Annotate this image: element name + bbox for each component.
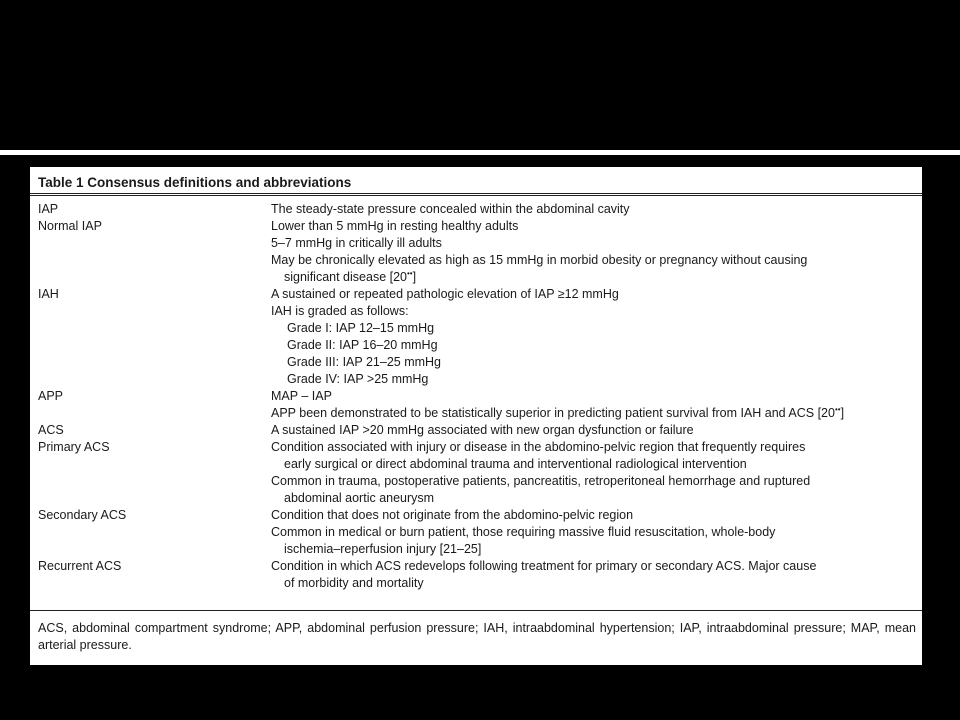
table-row: [30, 439, 922, 507]
reference-superscript: ••: [407, 268, 413, 278]
definition-paragraph: [271, 439, 917, 473]
table-row: [30, 558, 922, 592]
definition-line: [271, 405, 917, 422]
table-footnote: ACS, abdominal compartment syndrome; APP, abdominal perfusion pressure; IAH, intraabdominal hypertension; IAP, intraabdominal pressure; MAP, mean arterial pressure.: [38, 621, 916, 652]
table-bottom-rule: [30, 610, 922, 611]
definition-text: APP been demonstrated to be statistically superior in predicting patient survival from IAH and ACS [20: [271, 406, 835, 420]
definition-continuation: abdominal aortic aneurysm: [284, 491, 435, 505]
grade-line: Grade IV: IAP >25 mmHg: [287, 372, 429, 386]
definition-cell: [271, 388, 917, 422]
reference-close: ]: [412, 270, 417, 284]
definition-line: Condition in which ACS redevelops following treatment for primary or secondary ACS. Major cause: [271, 559, 817, 573]
definition-line: IAH is graded as follows:: [271, 304, 409, 318]
term-cell: Secondary ACS: [38, 508, 127, 522]
definition-line: MAP – IAP: [271, 389, 332, 403]
definition-continuation: of morbidity and mortality: [284, 576, 424, 590]
definition-paragraph: [271, 252, 917, 286]
definition-line: A sustained IAP >20 mmHg associated with new organ dysfunction or failure: [271, 423, 694, 437]
definition-line: A sustained or repeated pathologic elevation of IAP ≥12 mmHg: [271, 287, 619, 301]
slide-title-band: [0, 0, 960, 150]
term-cell: ACS: [38, 423, 64, 437]
term-cell: APP: [38, 389, 64, 403]
term-cell: Recurrent ACS: [38, 559, 122, 573]
table-top-rule: [30, 193, 922, 194]
definition-cell: [271, 286, 917, 388]
definition-line: The steady-state pressure concealed within the abdominal cavity: [271, 202, 630, 216]
definition-cell: [271, 558, 917, 592]
definition-line: Condition associated with injury or disease in the abdomino-pelvic region that frequently requires: [271, 440, 806, 454]
definition-continuation: ischemia–reperfusion injury [21–25]: [284, 542, 482, 556]
grade-line: Grade I: IAP 12–15 mmHg: [287, 321, 435, 335]
table-title: Table 1 Consensus definitions and abbreviations: [38, 175, 352, 190]
definition-line: May be chronically elevated as high as 15 mmHg in morbid obesity or pregnancy without causing: [271, 253, 808, 267]
definition-cell: [271, 422, 917, 439]
term-cell: IAP: [38, 202, 59, 216]
reference-close: ]: [840, 406, 845, 420]
definition-paragraph: [271, 558, 917, 592]
definition-cell: [271, 439, 917, 507]
table-row: [30, 201, 922, 218]
reference-superscript: ••: [834, 404, 841, 414]
definition-line: Common in medical or burn patient, those requiring massive fluid resuscitation, whole-body: [271, 525, 776, 539]
table-row: [30, 422, 922, 439]
grade-line: Grade III: IAP 21–25 mmHg: [287, 355, 442, 369]
table-row: [30, 388, 922, 422]
definition-cell: [271, 218, 917, 286]
table-figure: [30, 167, 922, 665]
table-body: [30, 201, 922, 592]
term-cell: Primary ACS: [38, 440, 110, 454]
definition-line: Condition that does not originate from the abdomino-pelvic region: [271, 508, 634, 522]
definition-continuation: early surgical or direct abdominal trauma and interventional radiological intervention: [284, 457, 747, 471]
definition-paragraph: [271, 524, 917, 558]
table-row: [30, 507, 922, 558]
definition-line: Common in trauma, postoperative patients, pancreatitis, retroperitoneal hemorrhage and ruptured: [271, 474, 811, 488]
definition-continuation: [271, 269, 917, 286]
grade-line: Grade II: IAP 16–20 mmHg: [287, 338, 438, 352]
definition-paragraph: [271, 473, 917, 507]
table-row: [30, 218, 922, 286]
table-row: [30, 286, 922, 388]
definition-line: Lower than 5 mmHg in resting healthy adults: [271, 219, 519, 233]
definition-line: 5–7 mmHg in critically ill adults: [271, 236, 442, 250]
table-header-rule: [30, 195, 922, 196]
definition-cell: [271, 507, 917, 558]
definition-text: significant disease [20: [284, 270, 407, 284]
term-cell: IAH: [38, 287, 59, 301]
definition-cell: [271, 201, 917, 218]
term-cell: Normal IAP: [38, 219, 102, 233]
